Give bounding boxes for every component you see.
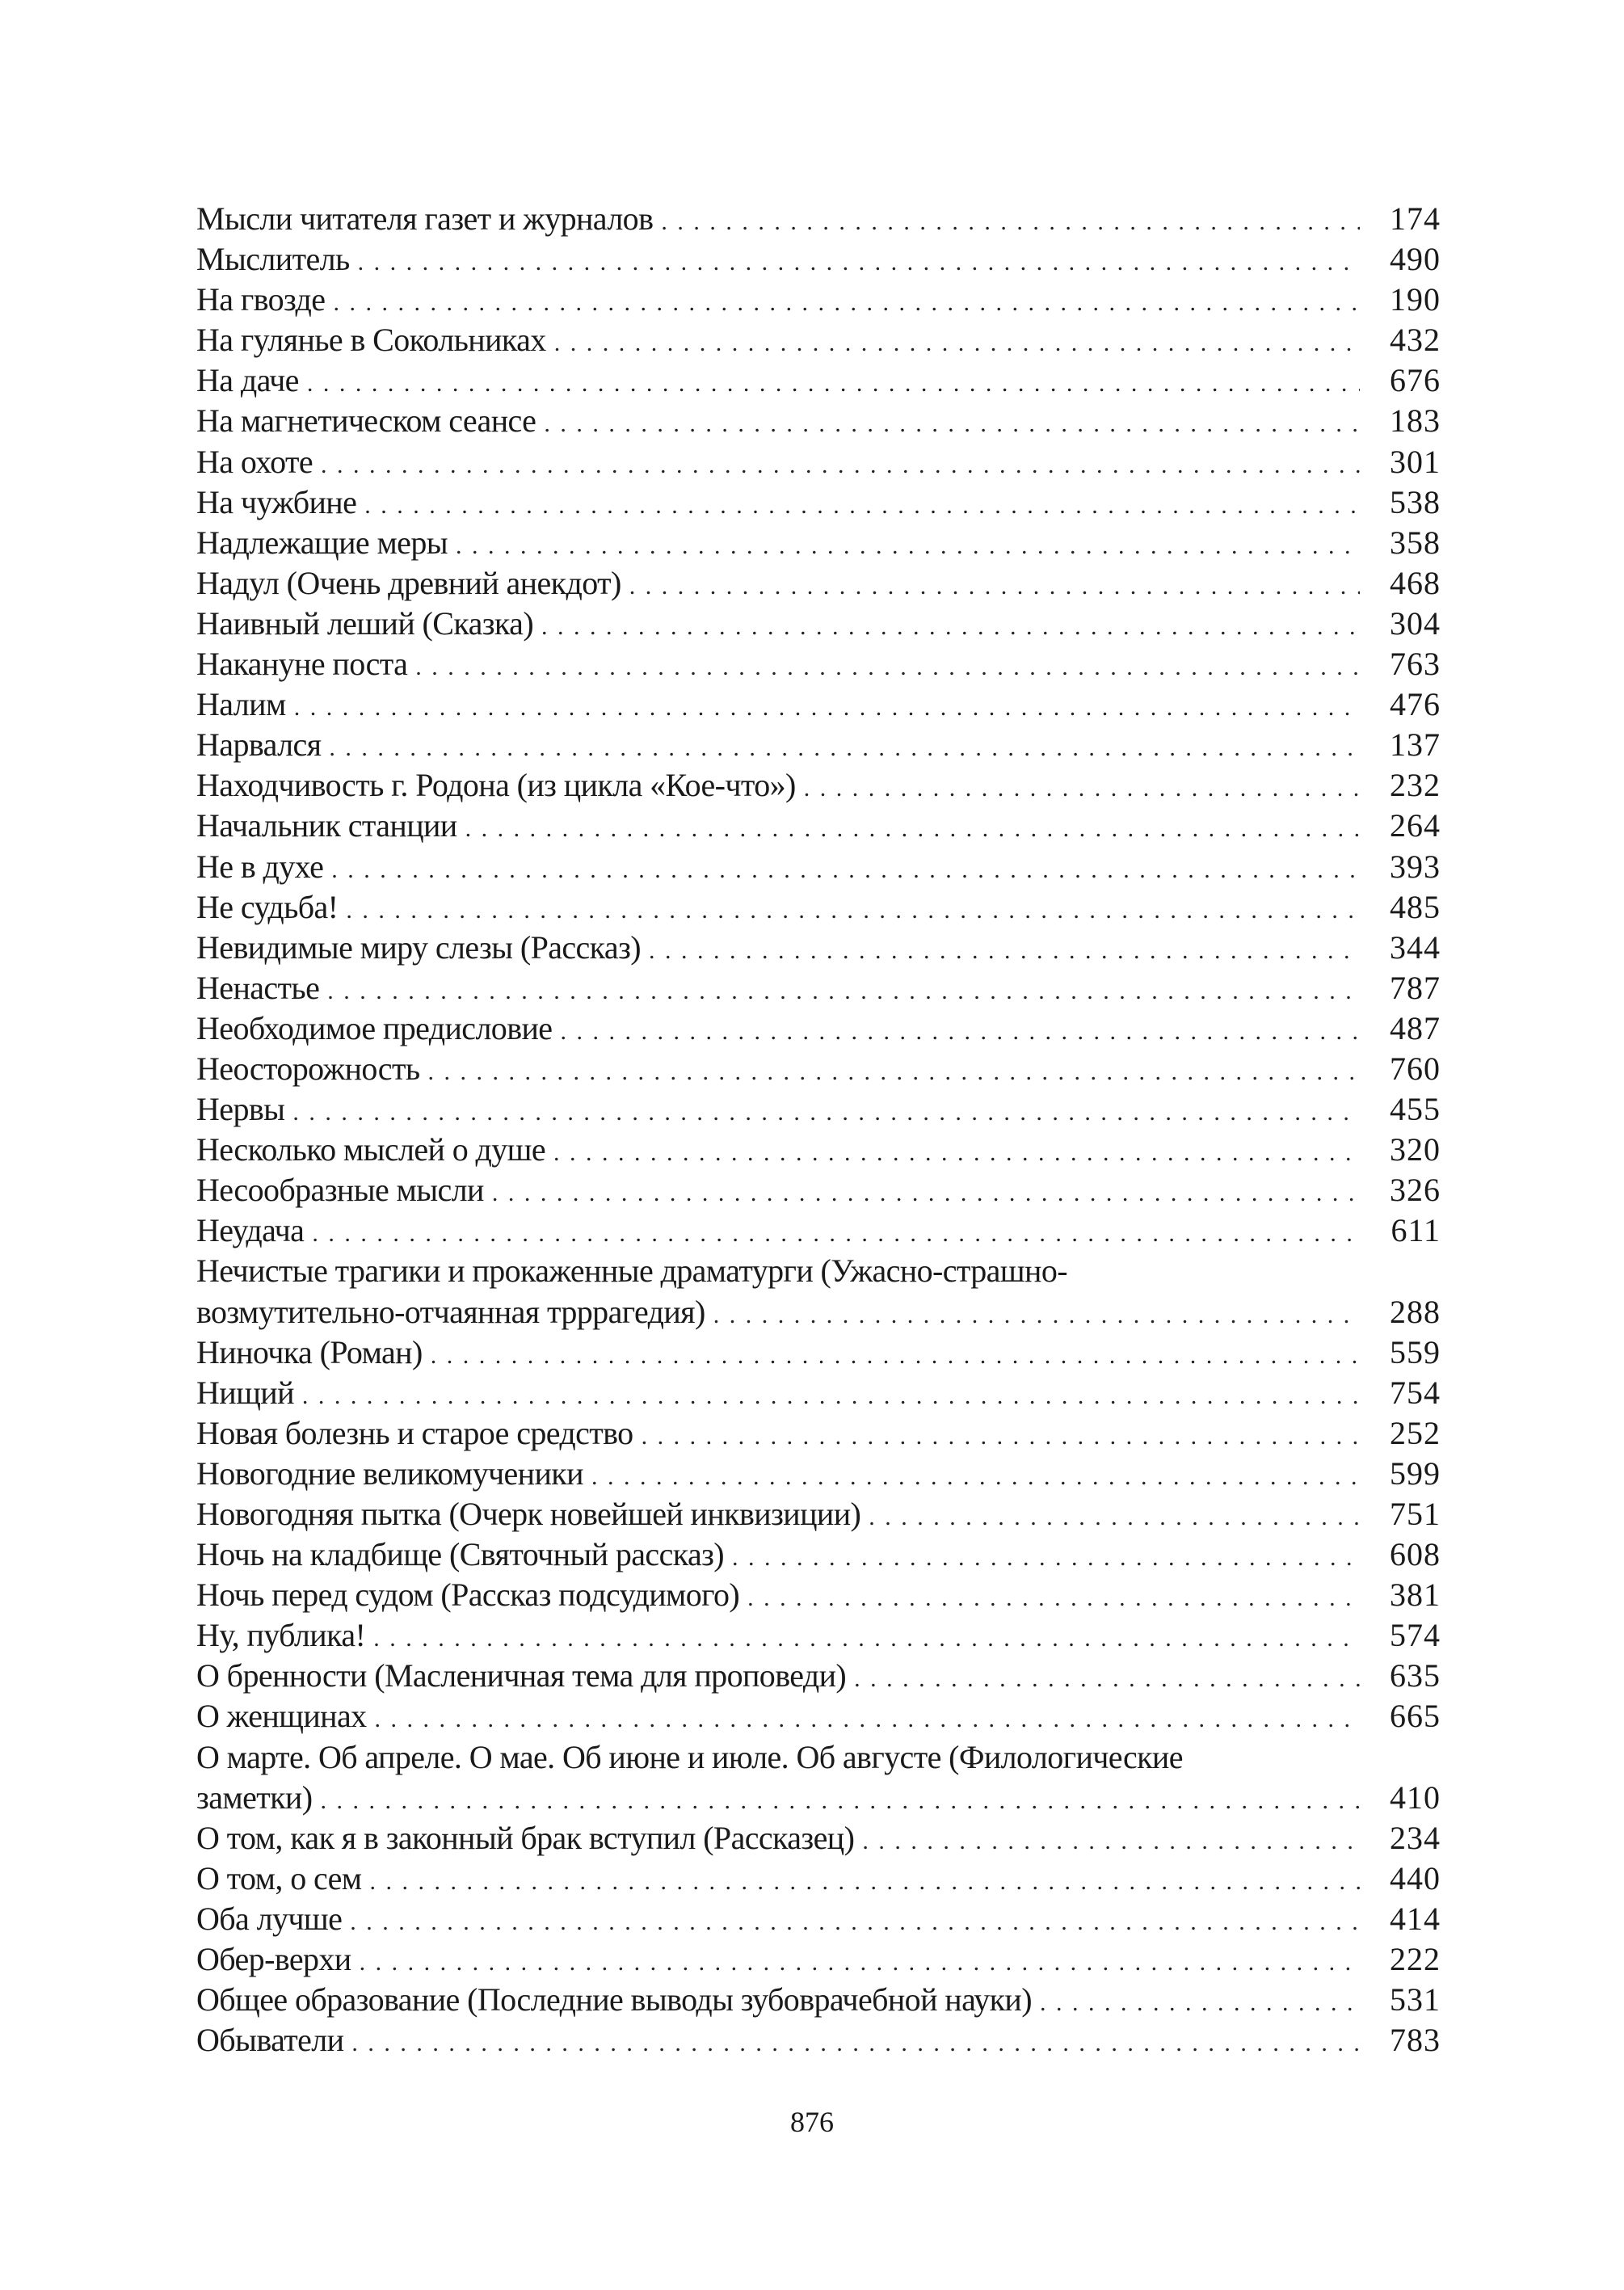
toc-entry xyxy=(196,644,1441,684)
toc-entry xyxy=(196,320,1441,360)
toc-entry-title: Ниночка (Роман) xyxy=(196,1333,423,1370)
toc-entry-title: Налим xyxy=(196,686,286,723)
toc-entry-page: 611 xyxy=(1390,1212,1441,1249)
toc-entry-title: Наивный леший (Сказка) xyxy=(196,604,534,642)
toc-entry xyxy=(196,1899,1441,1939)
toc-entry-title: Нервы xyxy=(196,1091,285,1128)
dot-leader xyxy=(732,1538,1360,1578)
toc-entry-page: 393 xyxy=(1390,848,1441,885)
dot-leader xyxy=(333,283,1360,323)
toc-entry-title: На даче xyxy=(196,362,299,399)
toc-entry-page: 760 xyxy=(1390,1050,1441,1087)
toc-entry-title: На гвозде xyxy=(196,281,326,318)
toc-entry xyxy=(196,1696,1441,1736)
toc-entry xyxy=(196,765,1441,806)
toc-entry xyxy=(196,1737,1441,1818)
page-number: 876 xyxy=(790,2106,834,2138)
toc-entry-page: 485 xyxy=(1390,888,1441,925)
toc-entry xyxy=(196,725,1441,765)
toc-entry xyxy=(196,604,1441,644)
toc-entry-title: Надлежащие меры xyxy=(196,524,448,561)
toc-entry xyxy=(196,1373,1441,1413)
toc-entry xyxy=(196,887,1441,928)
toc-entry xyxy=(196,482,1441,523)
toc-entry-page: 665 xyxy=(1390,1698,1441,1735)
toc-entry xyxy=(196,1615,1441,1656)
dot-leader xyxy=(302,1376,1360,1417)
toc-entry xyxy=(196,1534,1441,1575)
toc-entry-title: Несообразные мысли xyxy=(196,1172,484,1209)
toc-entry-title: Несколько мыслей о душе xyxy=(196,1131,546,1168)
toc-entry-page: 599 xyxy=(1390,1454,1441,1492)
toc-entry-title: Новогодняя пытка (Очерк новейшей инквизиции) xyxy=(196,1496,861,1532)
dot-leader xyxy=(554,323,1360,364)
toc-entry-title: Неосторожность xyxy=(196,1050,420,1087)
dot-leader xyxy=(591,1457,1360,1497)
toc-entry-title: Ненастье xyxy=(196,969,320,1006)
toc-entry xyxy=(196,1939,1441,1980)
toc-entry-page: 190 xyxy=(1390,281,1441,318)
toc-entry-page: 174 xyxy=(1390,200,1441,237)
toc-entry-title: Новогодние великомученики xyxy=(196,1454,583,1492)
toc-entry-title: О бренности (Масленичная тема для проповеди) xyxy=(196,1657,847,1694)
dot-leader xyxy=(465,809,1360,849)
toc-entry-page: 232 xyxy=(1390,767,1441,804)
toc-entry-page: 183 xyxy=(1390,402,1441,440)
dot-leader xyxy=(307,364,1360,404)
toc-entry xyxy=(196,1008,1441,1049)
toc-entry xyxy=(196,1210,1441,1251)
toc-entry-title-line1: О марте. Об апреле. О мае. Об июне и июле. Об августе (Филологические xyxy=(196,1738,1183,1775)
toc-entry-title: Невидимые миру слезы (Рассказ) xyxy=(196,928,641,966)
toc-entry-page: 490 xyxy=(1390,241,1441,278)
toc-entry xyxy=(196,360,1441,401)
toc-entry-page: 487 xyxy=(1390,1009,1441,1046)
toc-entry-title: Ну, публика! xyxy=(196,1617,366,1654)
toc-entry-title: Общее образование (Последние выводы зубоврачебной науки) xyxy=(196,1981,1032,2018)
toc-entry-page: 137 xyxy=(1390,726,1441,764)
dot-leader xyxy=(327,971,1360,1012)
toc-entry-title: Мысли читателя газет и журналов xyxy=(196,200,654,237)
toc-entry-page: 344 xyxy=(1390,928,1441,966)
dot-leader xyxy=(321,445,1360,486)
toc-entry-page: 252 xyxy=(1390,1414,1441,1451)
toc-entry xyxy=(196,1089,1441,1130)
toc-entry xyxy=(196,1413,1441,1454)
dot-leader xyxy=(804,768,1360,809)
toc-entry-page: 414 xyxy=(1390,1900,1441,1937)
dot-leader xyxy=(312,1214,1360,1254)
toc-entry-title: Новая болезнь и старое средство xyxy=(196,1414,633,1451)
toc-entry-page: 787 xyxy=(1390,969,1441,1006)
toc-entry xyxy=(196,1859,1441,1899)
dot-leader xyxy=(1040,1983,1360,2023)
toc-entry-page: 559 xyxy=(1390,1333,1441,1370)
toc-entry xyxy=(196,847,1441,887)
dot-leader xyxy=(360,1943,1360,1983)
toc-entry-page: 440 xyxy=(1390,1859,1441,1896)
toc-entry-page: 264 xyxy=(1390,807,1441,844)
toc-entry-title: Ночь перед судом (Рассказ подсудимого) xyxy=(196,1576,740,1614)
toc-entry xyxy=(196,442,1441,482)
dot-leader xyxy=(560,1012,1360,1052)
toc-entry-page: 320 xyxy=(1390,1131,1441,1168)
toc-entry-title: На чужбине xyxy=(196,483,357,520)
dot-leader xyxy=(854,1659,1360,1699)
toc-entry-page: 301 xyxy=(1390,443,1441,480)
toc-entry xyxy=(196,806,1441,846)
toc-entry-page: 763 xyxy=(1390,646,1441,683)
toc-entry xyxy=(196,1170,1441,1210)
toc-entry-page: 635 xyxy=(1390,1657,1441,1694)
dot-leader xyxy=(364,486,1360,526)
toc-entry-page: 358 xyxy=(1390,524,1441,561)
dot-leader xyxy=(350,1902,1360,1943)
dot-leader xyxy=(456,526,1360,566)
toc-entry-title: Надул (Очень древний анекдот) xyxy=(196,564,621,601)
dot-leader xyxy=(375,1699,1360,1740)
toc-entry-title-line1: Нечистые трагики и прокаженные драматурги (Ужасно-страшно- xyxy=(196,1252,1067,1290)
toc-entry xyxy=(196,563,1441,604)
toc-entry-page: 432 xyxy=(1390,322,1441,359)
toc-entry-title: возмутительно-отчаянная трррагедия) xyxy=(196,1293,705,1330)
toc-entry xyxy=(196,1130,1441,1170)
toc-entry-page: 574 xyxy=(1390,1617,1441,1654)
toc-entry-page: 410 xyxy=(1390,1779,1441,1816)
dot-leader xyxy=(351,2023,1360,2064)
toc-entry-page: 531 xyxy=(1390,1981,1441,2018)
toc-entry xyxy=(196,1049,1441,1089)
toc-entry xyxy=(196,1980,1441,2020)
toc-entry xyxy=(196,401,1441,441)
toc-entry-page: 468 xyxy=(1390,564,1441,601)
dot-leader xyxy=(370,1862,1361,1902)
toc-entry-title: Необходимое предисловие xyxy=(196,1009,553,1046)
dot-leader xyxy=(747,1578,1360,1619)
toc-entry xyxy=(196,1575,1441,1615)
dot-leader xyxy=(415,647,1360,688)
dot-leader xyxy=(431,1336,1360,1376)
toc-entry-title: Нарвался xyxy=(196,726,322,764)
toc-entry-title: заметки) xyxy=(196,1779,313,1816)
toc-entry-title: О женщинах xyxy=(196,1698,367,1735)
dot-leader xyxy=(373,1619,1360,1659)
dot-leader xyxy=(553,1133,1360,1173)
dot-leader xyxy=(629,566,1360,607)
toc-entry-title: Не судьба! xyxy=(196,888,339,925)
toc-entry-title: Ночь на кладбище (Святочный рассказ) xyxy=(196,1536,725,1573)
dot-leader xyxy=(427,1052,1360,1092)
toc-entry-page: 304 xyxy=(1390,604,1441,642)
dot-leader xyxy=(294,688,1360,728)
dot-leader xyxy=(541,607,1360,647)
dot-leader xyxy=(331,850,1360,890)
toc-entry-page: 326 xyxy=(1390,1172,1441,1209)
toc-entry-title: Не в духе xyxy=(196,848,324,885)
toc-entry-page: 455 xyxy=(1390,1091,1441,1128)
toc-entry-page: 222 xyxy=(1390,1941,1441,1978)
dot-leader xyxy=(642,1417,1360,1457)
toc-entry-page: 608 xyxy=(1390,1536,1441,1573)
toc-entry-page: 754 xyxy=(1390,1374,1441,1411)
toc-entry-page: 288 xyxy=(1390,1293,1441,1330)
toc-entry-title: Обыватели xyxy=(196,2022,344,2059)
dot-leader xyxy=(358,242,1360,283)
dot-leader xyxy=(661,202,1360,242)
toc-entry-title: На магнетическом сеансе xyxy=(196,402,536,440)
toc-entry-title: На гулянье в Сокольниках xyxy=(196,322,546,359)
dot-leader xyxy=(869,1497,1360,1538)
dot-leader xyxy=(492,1173,1360,1214)
toc-entry-page: 783 xyxy=(1390,2022,1441,2059)
dot-leader xyxy=(329,728,1360,768)
toc-entry-title: Нищий xyxy=(196,1374,294,1411)
toc-entry-title: Неудача xyxy=(196,1212,305,1249)
toc-entry-title: О том, о сем xyxy=(196,1859,362,1896)
toc-entry xyxy=(196,1494,1441,1534)
toc-entry xyxy=(196,684,1441,725)
toc-entry-page: 234 xyxy=(1390,1819,1441,1856)
toc-entry xyxy=(196,968,1441,1008)
dot-leader xyxy=(346,890,1360,931)
toc-entry-page: 476 xyxy=(1390,686,1441,723)
dot-leader xyxy=(713,1295,1360,1336)
toc-entry xyxy=(196,1332,1441,1373)
toc-entry-title: Мыслитель xyxy=(196,241,350,278)
toc-entry xyxy=(196,199,1441,239)
toc-entry xyxy=(196,1656,1441,1696)
dot-leader xyxy=(862,1821,1360,1862)
toc-entry-title: Обер-верхи xyxy=(196,1941,351,1978)
toc-entry-title: Накануне поста xyxy=(196,646,408,683)
toc-entry xyxy=(196,280,1441,320)
toc-entry-title: Оба лучше xyxy=(196,1900,343,1937)
dot-leader xyxy=(649,931,1360,971)
toc-entry xyxy=(196,523,1441,563)
toc-entry-page: 676 xyxy=(1390,362,1441,399)
table-of-contents xyxy=(196,199,1441,2061)
toc-entry xyxy=(196,1818,1441,1859)
toc-entry xyxy=(196,239,1441,280)
toc-entry-title: О том, как я в законный брак вступил (Рассказец) xyxy=(196,1819,855,1856)
toc-entry-title: Находчивость г. Родона (из цикла «Кое-что») xyxy=(196,767,796,804)
toc-entry-page: 751 xyxy=(1390,1496,1441,1532)
toc-entry xyxy=(196,1251,1441,1332)
toc-entry-page: 538 xyxy=(1390,483,1441,520)
toc-entry-title: На охоте xyxy=(196,443,313,480)
dot-leader xyxy=(320,1781,1360,1821)
dot-leader xyxy=(292,1092,1360,1133)
toc-entry-title: Начальник станции xyxy=(196,807,457,844)
toc-entry xyxy=(196,2020,1441,2061)
dot-leader xyxy=(544,404,1360,444)
toc-entry xyxy=(196,1454,1441,1494)
toc-entry xyxy=(196,928,1441,968)
toc-entry-page: 381 xyxy=(1390,1576,1441,1614)
